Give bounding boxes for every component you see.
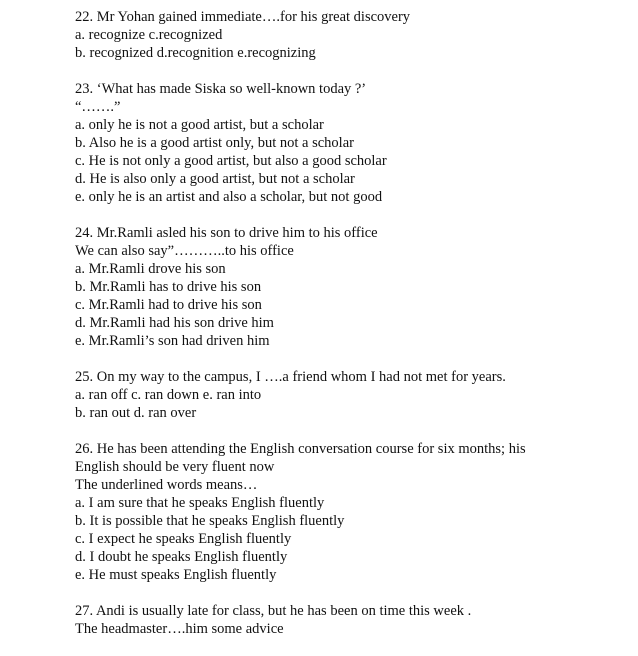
option-line: a. only he is not a good artist, but a scholar	[75, 117, 324, 133]
question-stem: We can also say”………..to his office	[75, 243, 294, 259]
question-stem: 25. On my way to the campus, I ….a friend whom I had not met for years.	[75, 369, 506, 385]
question-26	[75, 440, 595, 584]
option-line: a. ran off c. ran down e. ran into	[75, 387, 262, 403]
question-stem: 27. Andi is usually late for class, but he has been on time this week .	[75, 603, 472, 619]
option-line: e. He must speaks English fluently	[75, 567, 277, 583]
question-27	[75, 602, 595, 638]
question-stem: 22. Mr Yohan gained immediate….for his great discovery	[75, 9, 411, 25]
option-line: a. recognize c.recognized	[75, 27, 223, 43]
option-line: b. Also he is a good artist only, but not a scholar	[75, 135, 354, 151]
question-24	[75, 224, 595, 350]
option-line: b. recognized d.recognition e.recognizing	[75, 45, 316, 61]
option-line: c. He is not only a good artist, but also a good scholar	[75, 153, 387, 169]
question-stem: English should be very fluent now	[75, 459, 275, 475]
option-line: b. It is possible that he speaks English fluently	[75, 513, 345, 529]
question-stem: 24. Mr.Ramli asled his son to drive him to his office	[75, 225, 378, 241]
option-line: d. He is also only a good artist, but not a scholar	[75, 171, 355, 187]
option-line: b. Mr.Ramli has to drive his son	[75, 279, 262, 295]
option-line: d. I doubt he speaks English fluently	[75, 549, 288, 565]
option-line: e. only he is an artist and also a scholar, but not good	[75, 189, 383, 205]
option-line: c. I expect he speaks English fluently	[75, 531, 292, 547]
question-23	[75, 80, 595, 206]
question-stem: The underlined words means…	[75, 477, 258, 493]
option-line: c. Mr.Ramli had to drive his son	[75, 297, 262, 313]
question-25	[75, 368, 595, 422]
question-stem: The headmaster….him some advice	[75, 621, 284, 637]
option-line: a. Mr.Ramli drove his son	[75, 261, 226, 277]
question-22	[75, 8, 595, 62]
option-line: d. Mr.Ramli had his son drive him	[75, 315, 274, 331]
question-stem: 26. He has been attending the English conversation course for six months; his	[75, 441, 526, 457]
document-page	[75, 8, 595, 656]
question-stem-quote: “…….”	[75, 99, 121, 115]
question-stem: 23. ‘What has made Siska so well-known today ?’	[75, 81, 367, 97]
option-line: b. ran out d. ran over	[75, 405, 197, 421]
option-line: e. Mr.Ramli’s son had driven him	[75, 333, 270, 349]
option-line: a. I am sure that he speaks English fluently	[75, 495, 325, 511]
